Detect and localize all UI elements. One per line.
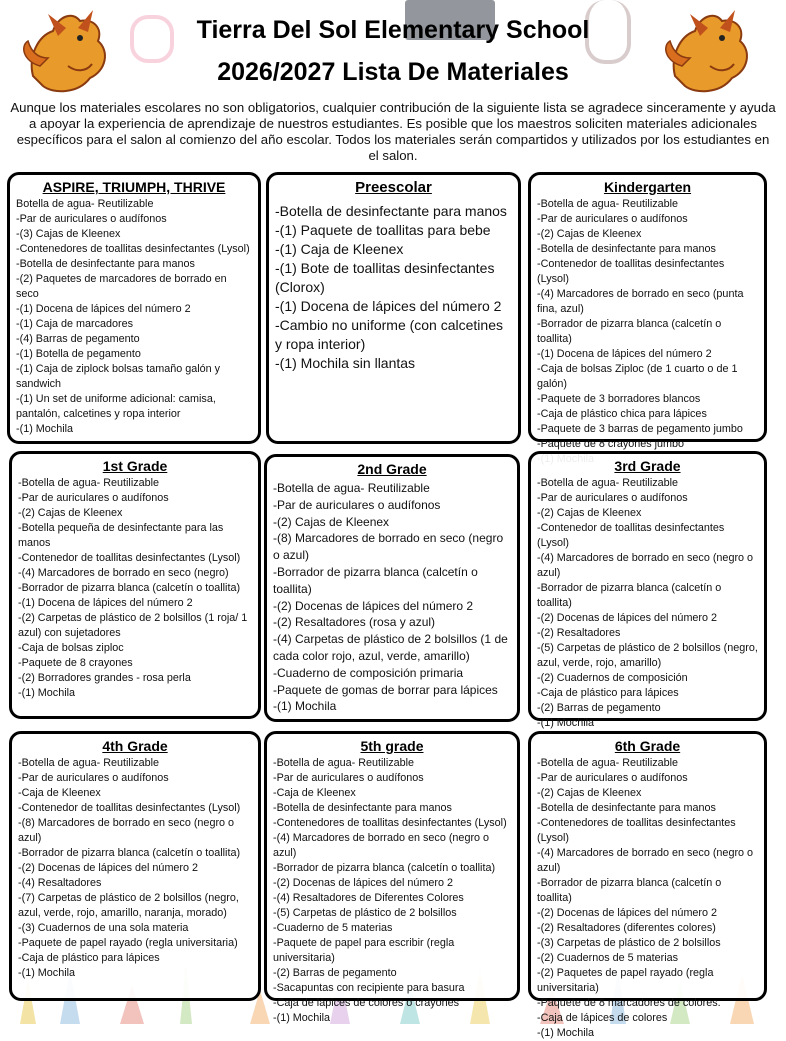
supply-item: -Botella de desinfectante para manos — [537, 243, 716, 255]
supply-item: -Botella de agua- Reutilizable — [273, 757, 415, 769]
supply-item: -(1) Mochila — [16, 423, 73, 435]
supply-item: -Par de auriculares o audífonos — [18, 492, 169, 504]
supply-item: -(1) Caja de Kleenex — [275, 241, 404, 257]
supply-item: -(2) Resaltadores — [537, 627, 621, 639]
supply-item: -(1) Mochila — [537, 717, 594, 729]
supply-item: -Botella pequeña de desinfectante para las manos — [18, 522, 224, 549]
supply-item: -(4) Barras de pegamento — [16, 333, 140, 345]
supply-item: -(1) Docena de lápices del número 2 — [18, 597, 193, 609]
supply-item: -Borrador de pizarra blanca (calcetín o toallita) — [273, 564, 478, 596]
supply-item: -(2) Cajas de Kleenex — [537, 228, 642, 240]
supply-item: -Sacapuntas con recipiente para basura — [273, 982, 465, 994]
supply-item: -(3) Carpetas de plástico de 2 bolsillos — [537, 937, 721, 949]
supply-item: -Botella de desinfectante para manos — [537, 802, 716, 814]
supply-item: -(3) Cuadernos de una sola materia — [18, 922, 189, 934]
supply-list — [273, 480, 511, 715]
supply-item: -(2) Cajas de Kleenex — [537, 507, 642, 519]
school-title: Tierra Del Sol Elementary School — [196, 16, 590, 44]
supply-item: -Par de auriculares o audífonos — [16, 213, 167, 225]
supply-item: -(4) Resaltadores — [18, 877, 102, 889]
supply-item: -Paquete de 8 crayones jumbo — [537, 438, 685, 450]
section-title: 5th grade — [360, 738, 424, 754]
section-title: 4th Grade — [102, 738, 168, 754]
section-3rd-grade — [528, 451, 767, 729]
supply-item: -Botella de agua- Reutilizable — [273, 481, 430, 495]
supply-item: -Paquete de gomas de borrar para lápices — [273, 682, 498, 697]
supply-item: -Caja de plástico chica para lápices — [537, 408, 707, 420]
dragon-mascot-icon — [660, 6, 760, 98]
section-kindergarten — [528, 172, 767, 450]
supply-item: -Borrador de pizarra blanca (calcetín o toallita) — [18, 847, 241, 859]
supply-item: -(2) Docenas de lápices del número 2 — [18, 862, 199, 874]
supply-item: -Contenedor de toallitas desinfectantes (Lysol) — [537, 522, 725, 549]
supply-item: -(2) Docenas de lápices del número 2 — [273, 598, 474, 613]
supply-item: -Caja de plástico para lápices — [537, 687, 679, 699]
supply-item: -(2) Carpetas de plástico de 2 bolsillos (1 roja/ 1 azul) con sujetadores — [18, 612, 248, 639]
supply-item: -(3) Cajas de Kleenex — [16, 228, 121, 240]
supply-item: -Caja de Kleenex — [273, 787, 356, 799]
section-2nd-grade — [264, 454, 520, 722]
supply-item: -Caja de Kleenex — [18, 787, 101, 799]
section-aspire — [7, 172, 261, 444]
supply-item: -Paquete de papel para escribir (regla universitaria) — [273, 937, 455, 964]
section-6th-grade — [528, 731, 767, 1039]
supply-item: -Caja de bolsas Ziploc (de 1 cuarto o de 1 galón) — [537, 363, 738, 390]
supply-item: -(2) Resaltadores (diferentes colores) — [537, 922, 716, 934]
supply-list — [537, 476, 758, 731]
supply-item: -(4) Marcadores de borrado en seco (negro o azul) — [537, 847, 754, 874]
supply-item: -(8) Marcadores de borrado en seco (negro o azul) — [273, 531, 504, 563]
supply-item: -(1) Mochila sin llantas — [275, 355, 416, 371]
supply-list — [275, 202, 512, 373]
supply-item: -(1) Paquete de toallitas para bebe — [275, 222, 491, 238]
supply-item: -(1) Caja de marcadores — [16, 318, 134, 330]
supply-item: -Contenedor de toallitas desinfectantes (Lysol) — [18, 802, 241, 814]
supply-item: -(2) Cajas de Kleenex — [537, 787, 642, 799]
supply-item: -(1) Docena de lápices del número 2 — [537, 348, 712, 360]
supply-item: -(1) Mochila — [537, 1027, 594, 1039]
supply-item: -Caja de lápices de colores — [537, 1012, 668, 1024]
supply-list — [537, 756, 758, 1041]
supply-item: -Botella de agua- Reutilizable — [18, 477, 160, 489]
supply-item: -(2) Cuadernos de composición — [537, 672, 688, 684]
supply-item: -Contenedores de toallitas desinfectantes (Lysol) — [273, 817, 507, 829]
supply-item: -(2) Barras de pegamento — [537, 702, 661, 714]
supply-item: -Botella de agua- Reutilizable — [18, 757, 160, 769]
supply-item: -Botella de desinfectante para manos — [16, 258, 195, 270]
section-title: 1st Grade — [102, 458, 168, 474]
supply-item: -Contenedor de toallitas desinfectantes (Lysol) — [18, 552, 241, 564]
supply-item: -(4) Carpetas de plástico de 2 bolsillos (1 de cada color rojo, azul, verde, amarillo) — [273, 632, 508, 663]
supply-item: -Borrador de pizarra blanca (calcetín o toallita) — [18, 582, 241, 594]
section-preescolar — [266, 172, 521, 444]
supply-item: -(4) Resaltadores de Diferentes Colores — [273, 892, 464, 904]
section-title: 6th Grade — [614, 738, 681, 754]
supply-item: -(2) Docenas de lápices del número 2 — [537, 907, 718, 919]
supply-item: -Cambio no uniforme (con calcetines y ropa interior) — [275, 317, 503, 352]
supply-item: -Paquete de 8 crayones — [18, 657, 133, 669]
supply-item: -(2) Paquetes de papel rayado (regla universitaria) — [537, 967, 714, 994]
section-title: 3rd Grade — [614, 458, 681, 474]
supply-item: -(1) Mochila — [18, 687, 75, 699]
supply-item: -(8) Marcadores de borrado en seco (negro o azul) — [18, 817, 235, 844]
supply-item: -Par de auriculares o audífonos — [537, 772, 688, 784]
supply-item: -Par de auriculares o audífonos — [273, 772, 424, 784]
intro-paragraph: Aunque los materiales escolares no son obligatorios, cualquier contribución de la siguiente lista se agradece sinceramente y ayuda a apoyar la experiencia de aprendizaje de nuestros estudiantes. Es posible que los maestros soliciten materiales adicionales específicos para el salon al comienzo del año escolar. Todos los materiales serán compartidos y utilizados por los estudiantes en el salon. — [10, 100, 776, 163]
supply-item: -(4) Marcadores de borrado en seco (negro) — [18, 567, 229, 579]
supply-item: -Botella de desinfectante para manos — [275, 203, 507, 219]
supply-item: -Borrador de pizarra blanca (calcetín o toallita) — [537, 877, 722, 904]
supply-list — [18, 476, 252, 701]
supply-item: -(2) Paquetes de marcadores de borrado en seco — [16, 273, 227, 300]
supply-item: -(1) Docena de lápices del número 2 — [275, 298, 502, 314]
section-title: Preescolar — [355, 179, 432, 196]
supply-item: -Par de auriculares o audífonos — [537, 213, 688, 225]
supply-item: -Borrador de pizarra blanca (calcetín o toallita) — [537, 318, 722, 345]
supply-list — [16, 197, 252, 437]
page-header — [0, 0, 786, 100]
supply-item: -Contenedores de toallitas desinfectantes (Lysol) — [16, 243, 250, 255]
supply-item: -Par de auriculares o audífonos — [18, 772, 169, 784]
supply-item: -Borrador de pizarra blanca (calcetín o toallita) — [273, 862, 496, 874]
supply-list — [18, 756, 252, 981]
supply-item: -(4) Marcadores de borrado en seco (punta fina, azul) — [537, 288, 744, 315]
supply-item: -(1) Un set de uniforme adicional: camisa, pantalón, calcetines y ropa interior — [16, 393, 216, 420]
supply-item: -Cuaderno de composición primaria — [273, 665, 464, 680]
supply-item: -Botella de agua- Reutilizable — [537, 757, 679, 769]
supply-item: -Botella de agua- Reutilizable — [537, 198, 679, 210]
supply-item: -(1) Botella de pegamento — [16, 348, 141, 360]
supply-item: Botella de agua- Reutilizable — [16, 198, 154, 210]
supply-item: -(1) Mochila — [18, 967, 75, 979]
supply-item: -Caja de bolsas ziploc — [18, 642, 124, 654]
supply-item: -(2) Cajas de Kleenex — [273, 514, 390, 529]
list-title: 2026/2027 Lista De Materiales — [217, 58, 569, 86]
supply-item: -(7) Carpetas de plástico de 2 bolsillos (negro, azul, verde, rojo, amarillo, naranja, morado) — [18, 892, 239, 919]
supply-item: -Caja de lápices de colores o crayones — [273, 997, 460, 1009]
supply-item: -(2) Resaltadores (rosa y azul) — [273, 615, 436, 630]
supply-item: -(1) Mochila — [273, 699, 337, 714]
supply-item: -(4) Marcadores de borrado en seco (negro o azul) — [273, 832, 490, 859]
supply-item: -(5) Carpetas de plástico de 2 bolsillos (negro, azul, verde, rojo, amarillo) — [537, 642, 758, 669]
supply-item: -Borrador de pizarra blanca (calcetín o toallita) — [537, 582, 722, 609]
supply-item: -(2) Borradores grandes - rosa perla — [18, 672, 191, 684]
section-4th-grade — [9, 731, 261, 1001]
supply-list — [273, 756, 511, 1026]
supply-item: -Caja de plástico para lápices — [18, 952, 160, 964]
supply-item: -(1) Caja de ziplock bolsas tamaño galón y sandwich — [16, 363, 221, 390]
section-title: ASPIRE, TRIUMPH, THRIVE — [42, 179, 226, 195]
section-1st-grade — [9, 451, 261, 719]
supply-item: -(2) Barras de pegamento — [273, 967, 397, 979]
supply-item: -(2) Cuadernos de 5 materias — [537, 952, 679, 964]
supply-item: -(1) Docena de lápices del número 2 — [16, 303, 191, 315]
supply-item: -(1) Mochila — [273, 1012, 330, 1024]
supply-item: -Contenedor de toallitas desinfectantes (Lysol) — [537, 258, 725, 285]
supply-item: -(2) Docenas de lápices del número 2 — [537, 612, 718, 624]
supply-item: -Botella de desinfectante para manos — [273, 802, 452, 814]
supply-item: -Paquete de 3 borradores blancos — [537, 393, 701, 405]
supply-item: -(4) Marcadores de borrado en seco (negro o azul) — [537, 552, 754, 579]
section-title: 2nd Grade — [357, 461, 427, 477]
supply-list — [537, 197, 758, 467]
supply-item: -Contenedores de toallitas desinfectantes (Lysol) — [537, 817, 736, 844]
supply-item: -Par de auriculares o audífonos — [273, 497, 441, 512]
supply-item: -(2) Docenas de lápices del número 2 — [273, 877, 454, 889]
section-title: Kindergarten — [603, 179, 692, 195]
supply-item: -(5) Carpetas de plástico de 2 bolsillos — [273, 907, 457, 919]
supply-item: -Cuaderno de 5 materias — [273, 922, 393, 934]
section-5th-grade — [264, 731, 520, 1024]
supply-item: -(2) Cajas de Kleenex — [18, 507, 123, 519]
supply-item: -(1) Bote de toallitas desinfectantes (Clorox) — [275, 260, 495, 295]
supply-item: -Paquete de 3 barras de pegamento jumbo — [537, 423, 743, 435]
supply-item: -Botella de agua- Reutilizable — [537, 477, 679, 489]
supply-item: -Par de auriculares o audífonos — [537, 492, 688, 504]
supply-item: -Paquete de papel rayado (regla universitaria) — [18, 937, 238, 949]
supply-item: -Paquete de 8 marcadores de colores. — [537, 997, 721, 1009]
